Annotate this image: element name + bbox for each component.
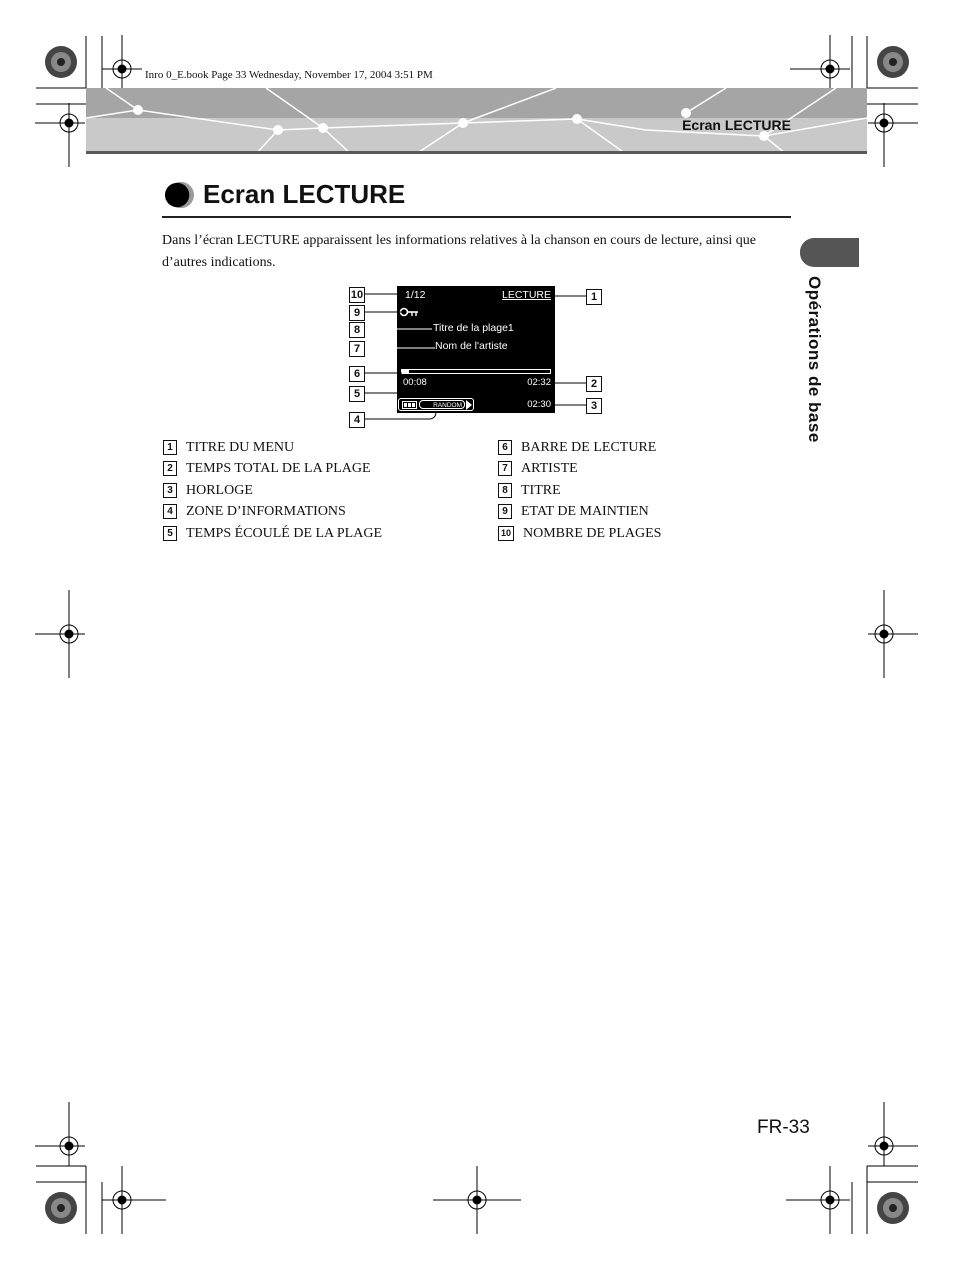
legend-item: 3 HORLOGE	[163, 483, 253, 499]
callout-10: 10	[350, 289, 364, 301]
callout-1: 1	[586, 289, 602, 305]
legend-item: 1 TITRE DU MENU	[163, 440, 294, 456]
elapsed-time: 00:08	[403, 377, 427, 388]
progress-fill	[402, 370, 409, 373]
running-head: Ecran LECTURE	[682, 117, 791, 133]
callout-8: 8	[349, 322, 365, 338]
page-number: FR-33	[757, 1117, 810, 1138]
callout-7: 7	[349, 341, 365, 357]
info-zone	[398, 398, 474, 411]
callout-2: 2	[586, 376, 602, 392]
hold-key-icon	[399, 306, 419, 318]
page-title: Ecran LECTURE	[203, 179, 406, 209]
legend-item: 4 ZONE D’INFORMATIONS	[163, 504, 346, 520]
callout-4: 4	[349, 412, 365, 428]
legend-item: 5 TEMPS ÉCOULÉ DE LA PLAGE	[163, 526, 382, 542]
progress-bar	[401, 369, 551, 374]
chapter-label: Opérations de base	[805, 276, 824, 443]
callout-6: 6	[349, 366, 365, 382]
random-mode-badge: RANDOM	[419, 400, 465, 409]
menu-title: LECTURE	[501, 289, 551, 301]
track-title: Titre de la plage1	[433, 322, 514, 334]
callout-5: 5	[349, 386, 365, 402]
callout-3: 3	[586, 398, 602, 414]
play-icon	[466, 400, 472, 410]
legend-item: 9 ETAT DE MAINTIEN	[498, 504, 649, 520]
print-info: Inro 0_E.book Page 33 Wednesday, November 17, 2004 3:51 PM	[145, 69, 433, 81]
title-bullet-icon	[164, 180, 194, 210]
legend-item: 7 ARTISTE	[498, 461, 578, 477]
callout-9: 9	[349, 305, 365, 321]
legend-item: 10 NOMBRE DE PLAGES	[498, 526, 661, 542]
legend-item: 6 BARRE DE LECTURE	[498, 440, 656, 456]
legend-item: 2 TEMPS TOTAL DE LA PLAGE	[163, 461, 371, 477]
intro-paragraph: Dans l’écran LECTURE apparaissent les informations relatives à la chanson en cours de lecture, ainsi que d’autres indications.	[162, 233, 757, 270]
track-count: 1/12	[405, 289, 426, 301]
playback-screen	[397, 286, 555, 413]
artist-name: Nom de l'artiste	[435, 340, 508, 352]
section-title	[162, 178, 791, 218]
chapter-tab	[800, 238, 859, 267]
clock: 02:30	[527, 399, 551, 410]
legend-item: 8 TITRE	[498, 483, 561, 499]
total-time: 02:32	[527, 377, 551, 388]
battery-icon	[402, 401, 418, 409]
